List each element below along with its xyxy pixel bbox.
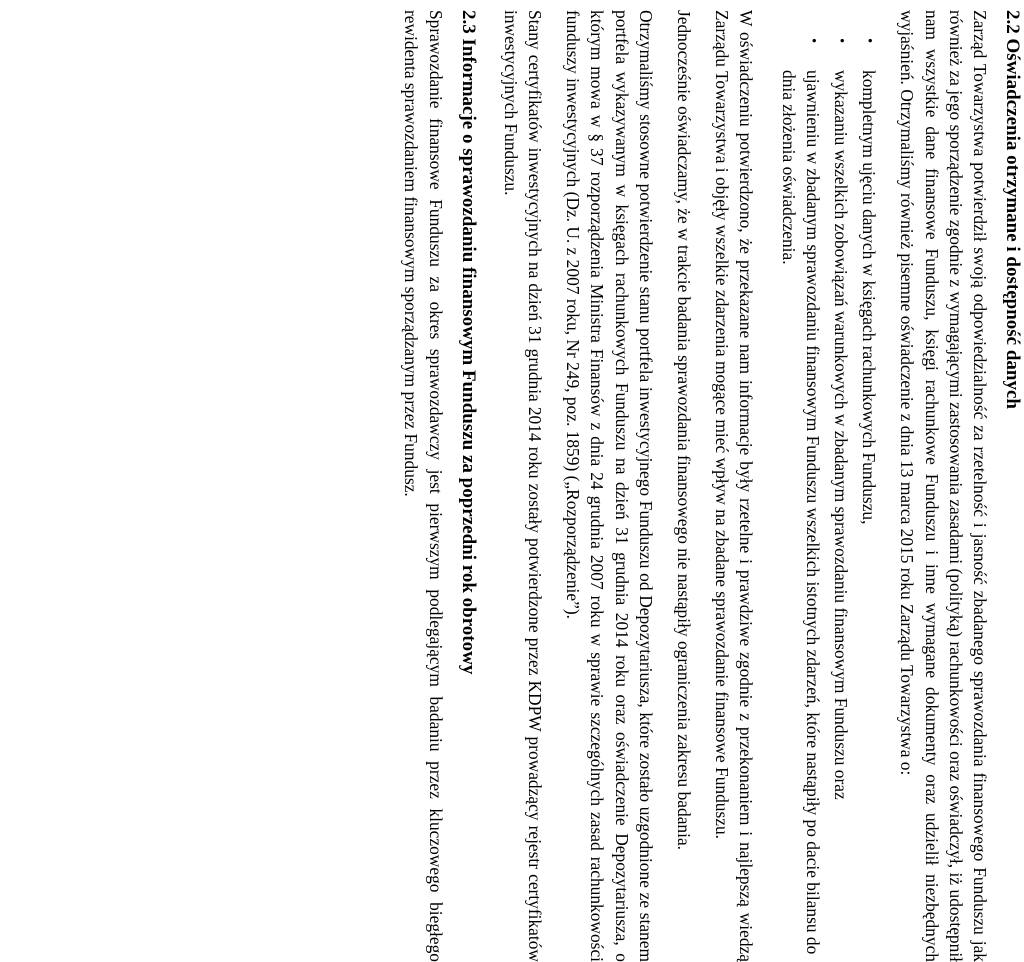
- spacer: [696, 10, 710, 962]
- section-2-3-paragraph-1: Sprawozdanie finansowe Funduszu za okres sprawozdawczy jest pierwszym podlegającym badaniu przez kluczowego biegłego rewidenta sprawozdaniem finansowym sporządzanym przez Fundusz.: [401, 10, 446, 962]
- spacer: [547, 10, 561, 962]
- section-2-2-paragraph-3: Jednocześnie oświadczamy, że w trakcie badania sprawozdania finansowego nie nastąpiły ograniczenia zakresu badania.: [673, 10, 694, 851]
- spacer: [480, 10, 499, 962]
- bullet-item: [829, 38, 853, 962]
- spacer: [758, 10, 772, 962]
- section-2-2-paragraph-5: Stany certyfikatów inwestycyjnych na dzień 31 grudnia 2014 roku zostały potwierdzone przez KDPW prowadzący rejestr certyfikatów inwestycyjnych Funduszu.: [500, 10, 545, 962]
- bullet-item: [776, 38, 824, 962]
- bullet-item: [857, 38, 881, 962]
- spacer: [881, 10, 895, 962]
- section-2-2-paragraph-4: Otrzymaliśmy stosowne potwierdzenie stanu portfela inwestycyjnego Funduszu od Depozytariusza, które zostało uzgodnione ze stanem portfela wykazywanym w księgach rachunkowych Funduszu na dzień 31 grudnia 2014 roku oraz oświadczenie Depozytariusza, o którym mowa w § 37 rozporządzenia Ministra Finansów z dnia 24 grudnia 2007 roku w sprawie szczególnych zasad rachunkowości funduszy inwestycyjnych (Dz. U. z 2007 roku, Nr 249, poz. 1859) („Rozporządzenie”).: [563, 10, 656, 962]
- bullet-icon: •: [861, 38, 878, 44]
- section-2-3-heading: 2.3 Informacje o sprawozdaniu finansowym Funduszu za poprzedni rok obrotowy: [457, 10, 479, 675]
- bullet-text: kompletnym ujęciu danych w księgach rachunkowych Funduszu,: [859, 70, 880, 525]
- bullet-icon: •: [832, 38, 849, 44]
- bullet-text: ujawnieniu w zbadanym sprawozdaniu finansowym Funduszu wszelkich istotnych zdarzeń, które nastąpiły po dacie bilansu do dnia złożenia oświadczenia.: [778, 70, 823, 955]
- bullet-icon: •: [804, 38, 821, 44]
- section-2-2-heading: 2.2 Oświadczenia otrzymane i dostępność danych: [1002, 10, 1023, 409]
- section-2-2-paragraph-1: Zarząd Towarzystwa potwierdził swoją odpowiedzialność za rzetelność i jasność zbadanego sprawozdania finansowego Funduszu jak również za jego sporządzenie zgodnie z wymagającymi zastosowania zasadami (polityką) rachunkowości oraz oświadczył, iż udostępnił nam wszystkie dane finansowe Funduszu, księgi rachunkowe Funduszu i inne wymagane dokumenty oraz udzielił niezbędnych wyjaśnień. Otrzymaliśmy również pisemne oświadczenie z dnia 13 marca 2015 roku Zarządu Towarzystwa o:: [897, 10, 990, 962]
- section-2-2-paragraph-2: W oświadczeniu potwierdzono, że przekazane nam informacje były rzetelne i prawdziwe zgodnie z przekonaniem i najlepszą wiedzą Zarządu Towarzystwa i objęły wszelkie zdarzenia mogące mieć wpływ na zbadane sprawozdanie finansowe Funduszu.: [712, 10, 757, 962]
- spacer: [658, 10, 672, 962]
- statement-bullet-list: [776, 10, 881, 962]
- bullet-text: wykazaniu wszelkich zobowiązań warunkowych w zbadanym sprawozdaniu finansowym Funduszu oraz: [830, 70, 851, 800]
